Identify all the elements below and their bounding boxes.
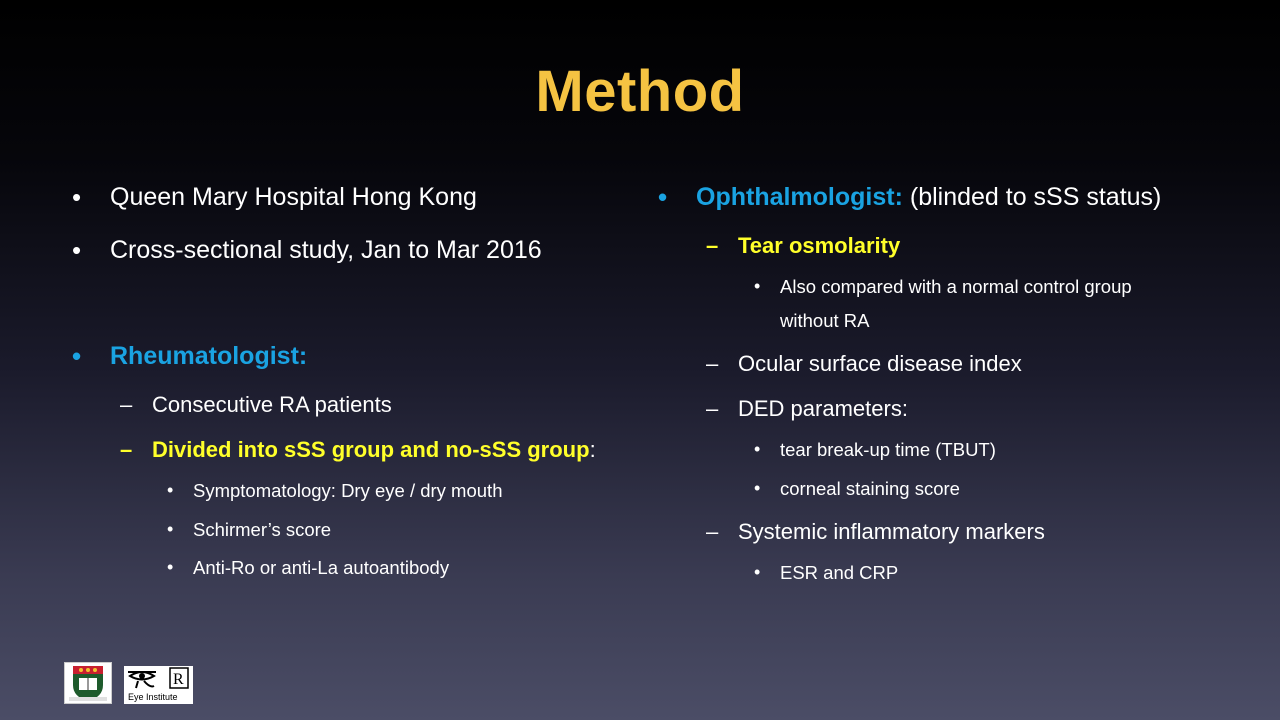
criterion-symptomatology: Symptomatology: Dry eye / dry mouth <box>193 480 503 501</box>
divided-groups <box>152 437 596 463</box>
bullet-dot-icon: • <box>167 557 174 577</box>
divided-groups-label: Divided into sSS group and no-sSS group <box>152 437 590 462</box>
rheumatologist-heading: Rheumatologist: <box>110 342 308 370</box>
osdi-item: Ocular surface disease index <box>738 351 1022 376</box>
bullet-dot-icon: • <box>754 478 761 498</box>
dash-icon: – <box>706 351 719 376</box>
dash-icon: – <box>706 396 719 421</box>
systemic-markers-item: Systemic inflammatory markers <box>738 519 1045 544</box>
bullet-dot-icon: • <box>167 480 174 500</box>
tear-osmolarity-note-line1: Also compared with a normal control group <box>780 276 1132 297</box>
consecutive-patients: Consecutive RA patients <box>152 392 392 417</box>
dash-icon: – <box>120 392 133 417</box>
ophthalmologist-line <box>696 183 1161 212</box>
tear-osmolarity-note-line2: without RA <box>780 310 870 331</box>
eye-institute-logo <box>124 666 193 704</box>
slide-title: Method <box>535 59 745 124</box>
university-crest-icon <box>64 662 112 704</box>
eye-of-horus-icon <box>124 666 193 692</box>
ded-tbut: tear break-up time (TBUT) <box>780 439 996 460</box>
dash-icon: – <box>706 233 719 258</box>
bullet-dot-icon: • <box>72 182 82 212</box>
dash-icon: – <box>120 437 133 462</box>
criterion-autoantibody: Anti-Ro or anti-La autoantibody <box>193 557 450 578</box>
svg-text:R: R <box>173 671 184 688</box>
divided-groups-colon: : <box>589 437 596 462</box>
bullet-dot-icon: • <box>754 562 761 582</box>
ophthalmologist-note: (blinded to sSS status) <box>902 183 1162 211</box>
bullet-dot-icon: • <box>754 439 761 459</box>
eye-institute-label: Eye Institute <box>128 692 178 702</box>
esr-crp: ESR and CRP <box>780 562 899 583</box>
bullet-hospital: Queen Mary Hospital Hong Kong <box>110 183 477 211</box>
criterion-schirmer: Schirmer’s score <box>193 519 332 540</box>
dash-icon: – <box>706 519 719 544</box>
bullet-dot-icon: • <box>167 519 174 539</box>
ded-corneal-staining: corneal staining score <box>780 478 960 499</box>
ded-parameters-item: DED parameters: <box>738 396 908 421</box>
tear-osmolarity-heading: Tear osmolarity <box>738 233 901 258</box>
bullet-dot-icon: • <box>72 341 82 371</box>
bullet-dot-icon: • <box>658 182 668 212</box>
bullet-dot-icon: • <box>754 276 761 296</box>
bullet-dot-icon: • <box>72 235 82 265</box>
bullet-study-design: Cross-sectional study, Jan to Mar 2016 <box>110 236 542 264</box>
ophthalmologist-heading: Ophthalmologist: <box>696 183 903 211</box>
